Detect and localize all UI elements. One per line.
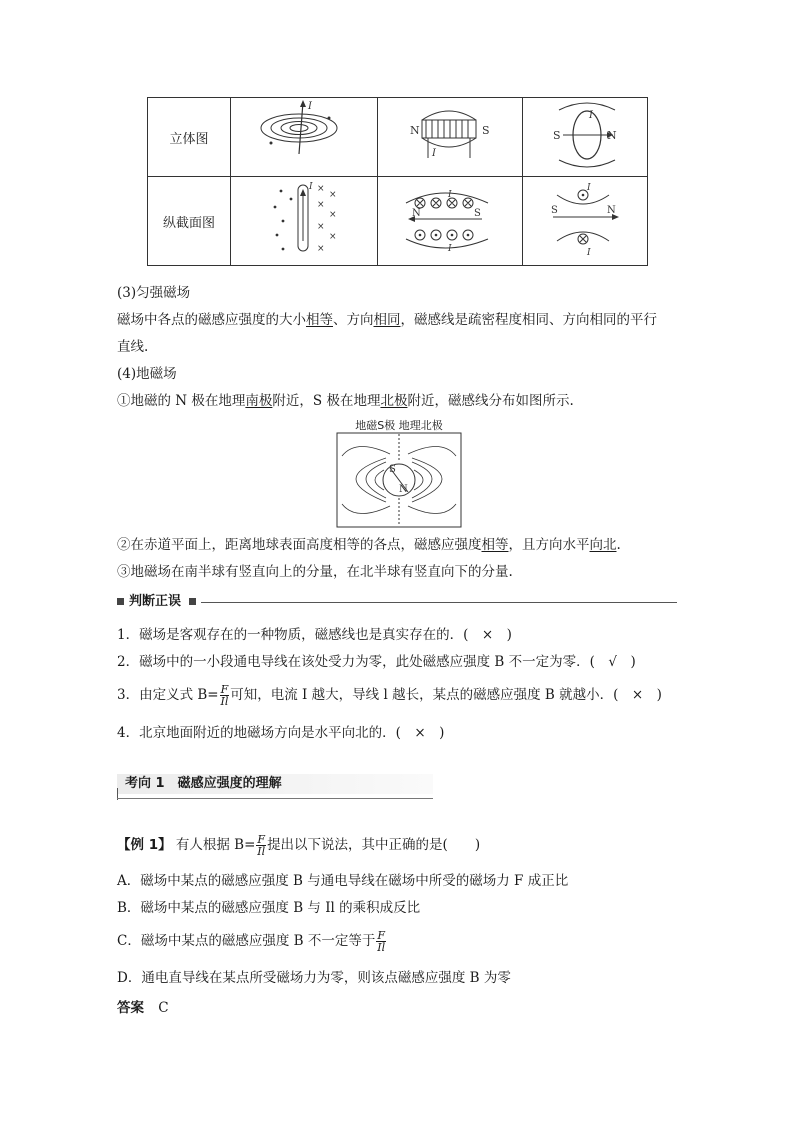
cell-solenoid-3d	[378, 98, 523, 177]
loop-current-label: I	[589, 110, 593, 121]
svg-text:×: ×	[329, 190, 337, 200]
section4-heading: (4)地磁场	[117, 366, 177, 382]
current-loop-section-diagram	[523, 177, 647, 261]
fraction-f-over-il: $\frac{F}{Il}$	[377, 929, 386, 954]
section3-line1: 磁场中各点的磁感应强度的大小相等、方向相同，磁感线是疏密程度相同、方向相同的平行	[117, 312, 657, 328]
svg-text:I: I	[448, 190, 452, 200]
example-stem: 【例 1】 有人根据 B= $\frac{F}{Il}$ 提出以下说法，其中正确的是( )	[117, 833, 481, 858]
solenoid-3d-diagram	[378, 98, 522, 172]
answer-line	[117, 998, 169, 1018]
svg-text:×: ×	[317, 244, 325, 254]
svg-text:×: ×	[317, 184, 325, 194]
cell-wire-3d	[231, 98, 378, 177]
section4-item2: ②在赤道平面上，距离地球表面高度相等的各点，磁感应强度相等，且方向水平向北.	[117, 537, 621, 553]
svg-text:I: I	[587, 248, 591, 258]
straight-wire-3d-diagram	[231, 98, 377, 172]
judge-title: 判断正误	[129, 594, 182, 609]
magnetic-field-figure-table	[147, 97, 648, 266]
solenoid-current-label: I	[432, 148, 436, 159]
option-a: A．磁场中某点的磁感应强度 B 与通电导线在磁场中所受的磁场力 F 成正比	[117, 873, 569, 889]
option-b: B．磁场中某点的磁感应强度 B 与 Il 的乘积成反比	[117, 900, 421, 916]
cell-loop-section	[523, 177, 648, 266]
cell-wire-section	[231, 177, 378, 266]
cell-loop-3d	[523, 98, 648, 177]
section4-item1: ①地磁的 N 极在地理南极附近，S 极在地理北极附近，磁感线分布如图所示.	[117, 393, 574, 409]
south-label: S	[482, 124, 490, 137]
loop-south-label: S	[553, 129, 561, 142]
underlined-answer: 南极	[245, 393, 273, 409]
answer-value: C	[158, 1000, 169, 1016]
svg-text:I: I	[448, 244, 452, 254]
loop-north-label: N	[607, 129, 617, 142]
svg-text:×: ×	[329, 210, 337, 220]
square-bullet-icon	[117, 598, 124, 605]
earth-figure-caption: 地磁S极 地理北极	[355, 419, 443, 432]
row-label-section: 纵截面图	[148, 177, 231, 266]
underlined-answer: 相同	[373, 312, 401, 328]
svg-text:×: ×	[317, 200, 325, 210]
section3-line2: 直线.	[117, 339, 149, 355]
answer-label: 答案	[117, 1000, 144, 1016]
judge-q1: 1．磁场是客观存在的一种物质，磁感线也是真实存在的．( × )	[117, 627, 512, 643]
section-loop-north: N	[607, 205, 616, 216]
straight-wire-section-diagram	[231, 177, 377, 261]
example-tag: 【例 1】	[117, 837, 172, 853]
earth-north-label: N	[399, 484, 408, 495]
svg-text:×: ×	[329, 232, 337, 242]
fraction-f-over-il: $\frac{F}{Il}$	[257, 833, 266, 858]
judge-q3: 3．由定义式 B= $\frac{F}{Il}$ 可知，电流 I 越大，导线 l 越长，某点的磁感应强度 B 就越小．( × )	[117, 683, 662, 708]
current-label: I	[308, 101, 312, 112]
option-d: D．通电直导线在某点所受磁场力为零，则该点磁感应强度 B 为零	[117, 970, 511, 986]
solenoid-section-diagram	[378, 177, 522, 261]
underlined-answer: 相等	[306, 312, 333, 328]
kaoxiang-title: 考向 1 磁感应强度的理解	[125, 776, 282, 791]
judge-q4: 4．北京地面附近的地磁场方向是水平向北的．( × )	[117, 725, 445, 741]
section-south-label: S	[474, 208, 481, 219]
section-north-label: N	[412, 208, 421, 219]
svg-text:I: I	[587, 183, 591, 193]
section-loop-south: S	[551, 205, 558, 216]
section3-heading: (3)匀强磁场	[117, 285, 191, 301]
judge-header	[117, 593, 677, 611]
option-c: C．磁场中某点的磁感应强度 B 不一定等于 $\frac{F}{Il}$	[117, 929, 386, 954]
earth-magnetic-field-diagram	[336, 432, 462, 528]
north-label: N	[410, 124, 420, 137]
divider	[117, 798, 433, 799]
kaoxiang-header	[117, 774, 433, 802]
cell-solenoid-section	[378, 177, 523, 266]
current-loop-3d-diagram	[523, 98, 647, 172]
judge-q2: 2．磁场中的一小段通电导线在该处受力为零，此处磁感应强度 B 不一定为零．( √ )	[117, 654, 636, 670]
divider	[201, 602, 677, 603]
underlined-answer: 相等	[481, 537, 509, 553]
underlined-answer: 向北	[589, 537, 617, 553]
fraction-f-over-il: $\frac{F}{Il}$	[220, 683, 229, 708]
section-current-label: I	[309, 182, 313, 192]
svg-text:×: ×	[317, 222, 325, 232]
section4-item3: ③地磁场在南半球有竖直向上的分量，在北半球有竖直向下的分量.	[117, 564, 513, 580]
earth-south-label: S	[389, 464, 396, 475]
row-label-3d: 立体图	[148, 98, 231, 177]
underlined-answer: 北极	[380, 393, 408, 409]
square-bullet-icon	[189, 598, 196, 605]
